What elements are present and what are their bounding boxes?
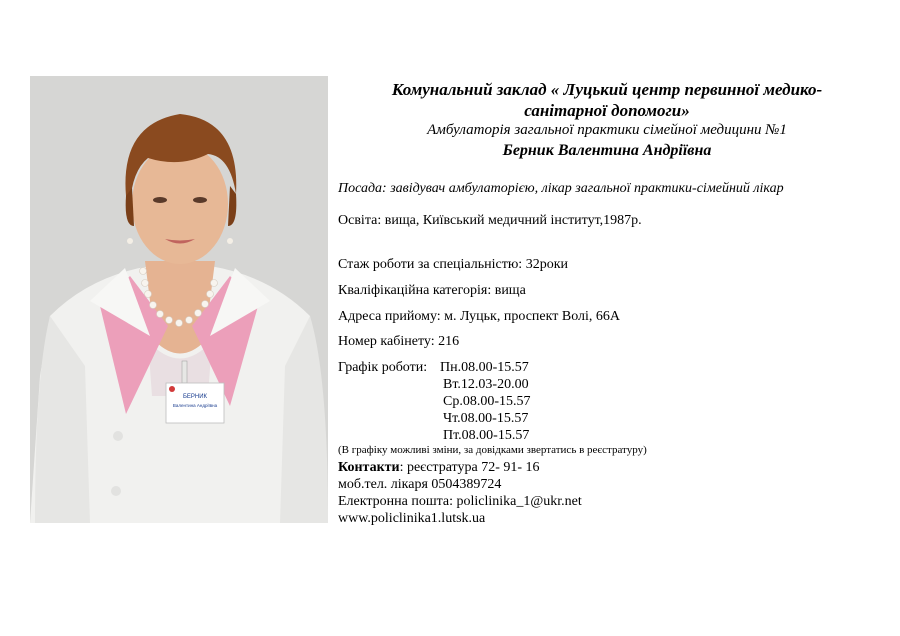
contacts-registry-line: [338, 459, 540, 476]
education-text: Освіта: вища, Київський медичний інститут,1987р.: [338, 213, 642, 228]
registry-phone: : реєстратура 72- 91- 16: [399, 460, 540, 475]
doctor-photo: [30, 76, 328, 523]
contacts-label: Контакти: [338, 460, 400, 475]
institution-title-line2: санітарної допомоги»: [524, 101, 690, 120]
schedule-day-thu: Чт.08.00-15.57: [443, 411, 529, 426]
address-text: Адреса прийому: м. Луцьк, проспект Волі, 66А: [338, 309, 620, 324]
schedule-day-fri: Пт.08.00-15.57: [443, 428, 530, 443]
badge-name-text: БЕРНИК: [182, 394, 208, 400]
schedule-label: Графік роботи:: [338, 360, 428, 375]
position-text: Посада: завідувач амбулаторією, лікар загальної практики-сімейний лікар: [338, 181, 784, 196]
schedule-day-wed: Ср.08.00-15.57: [443, 394, 531, 409]
room-text: Номер кабінету: 216: [338, 334, 460, 349]
experience-text: Стаж роботи за спеціальністю: 32роки: [338, 257, 568, 272]
schedule-day-tue: Вт.12.03-20.00: [443, 377, 529, 392]
schedule-note: (В графіку можливі зміни, за довідками звертатись в реєстратуру): [338, 444, 647, 456]
mobile-phone: моб.тел. лікаря 0504389724: [338, 477, 502, 492]
category-text: Кваліфікаційна категорія: вища: [338, 283, 526, 298]
badge-subtitle-text: Валентина Андріївна: [172, 403, 218, 408]
email-text: Електронна пошта: policlinika_1@ukr.net: [338, 494, 582, 509]
doctor-portrait-illustration: [30, 76, 328, 523]
institution-title-line1: Комунальний заклад « Луцький центр первинної медико-: [391, 80, 823, 99]
clinic-name: Амбулаторія загальної практики сімейної медицини №1: [427, 122, 787, 138]
doctor-name: Берник Валентина Андріївна: [502, 142, 712, 159]
website-text: www.policlinika1.lutsk.ua: [338, 511, 486, 526]
schedule-day-mon: Пн.08.00-15.57: [440, 360, 529, 375]
